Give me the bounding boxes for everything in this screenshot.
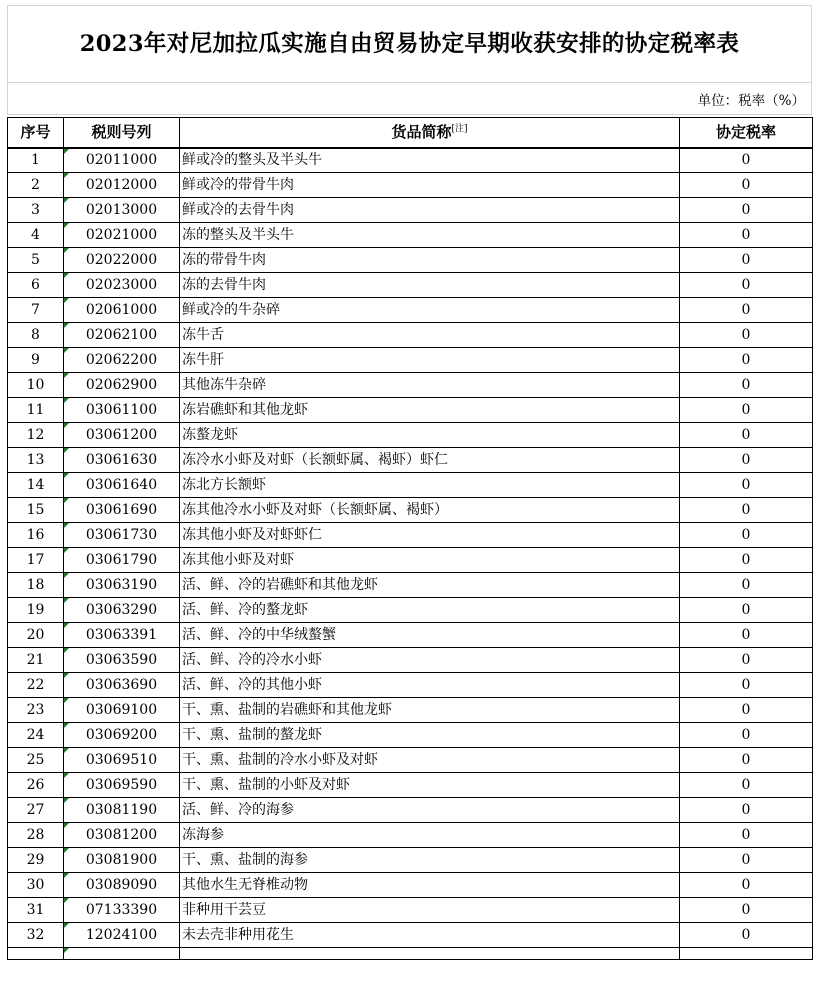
cell-tariff-code [64, 148, 180, 173]
cell-serial: 13 [8, 448, 64, 473]
cell-agreed-rate: 0 [680, 723, 813, 748]
cell-tariff-code [64, 873, 180, 898]
cell-agreed-rate: 0 [680, 398, 813, 423]
cell-agreed-rate: 0 [680, 923, 813, 948]
cell-tariff-code-text: 03069510 [85, 751, 158, 768]
cell-tariff-code [64, 273, 180, 298]
table-row[interactable] [8, 198, 813, 223]
table-header [8, 118, 813, 148]
column-header-agreed-rate: 协定税率 [680, 118, 813, 148]
cell-tariff-code-text: 03063190 [85, 576, 158, 593]
cell-agreed-rate: 0 [680, 673, 813, 698]
unit-note: 单位：税率（%） [697, 92, 805, 109]
cell-tariff-code-text: 02022000 [85, 251, 158, 268]
cell-goods-name: 冻的带骨牛肉 [180, 248, 680, 273]
cell-tariff-code-text: 03061200 [85, 426, 158, 443]
title-band [8, 6, 811, 83]
cell-goods-name: 干、熏、盐制的冷水小虾及对虾 [180, 748, 680, 773]
cell-agreed-rate: 0 [680, 798, 813, 823]
cell-tariff-code [64, 173, 180, 198]
cell-agreed-rate: 0 [680, 248, 813, 273]
text-number-warning-icon [64, 573, 69, 578]
table-row[interactable] [8, 373, 813, 398]
cell-serial: 18 [8, 573, 64, 598]
cell-agreed-rate: 0 [680, 423, 813, 448]
text-number-warning-icon [64, 473, 69, 478]
table-row[interactable] [8, 473, 813, 498]
table-row[interactable] [8, 448, 813, 473]
text-number-warning-icon [64, 548, 69, 553]
cell-serial: 28 [8, 823, 64, 848]
text-number-warning-icon [64, 648, 69, 653]
cell-tariff-code-text: 02012000 [85, 176, 158, 193]
cell-goods-name: 冻螯龙虾 [180, 423, 680, 448]
text-number-warning-icon [64, 373, 69, 378]
cell-tariff-code [64, 923, 180, 948]
text-number-warning-icon [64, 898, 69, 903]
cell-goods-name: 冻的去骨牛肉 [180, 273, 680, 298]
cell-agreed-rate: 0 [680, 473, 813, 498]
cell-agreed-rate: 0 [680, 548, 813, 573]
cell-agreed-rate: 0 [680, 873, 813, 898]
cell-goods-name [180, 948, 680, 960]
cell-serial: 22 [8, 673, 64, 698]
cell-goods-name: 干、熏、盐制的海参 [180, 848, 680, 873]
cell-tariff-code [64, 623, 180, 648]
cell-serial: 2 [8, 173, 64, 198]
cell-tariff-code-text: 02023000 [85, 276, 158, 293]
cell-goods-name: 冻北方长额虾 [180, 473, 680, 498]
cell-tariff-code [64, 448, 180, 473]
text-number-warning-icon [64, 848, 69, 853]
cell-agreed-rate: 0 [680, 223, 813, 248]
cell-agreed-rate: 0 [680, 323, 813, 348]
cell-agreed-rate [680, 948, 813, 960]
cell-tariff-code [64, 523, 180, 548]
cell-agreed-rate: 0 [680, 698, 813, 723]
cell-agreed-rate: 0 [680, 448, 813, 473]
text-number-warning-icon [64, 598, 69, 603]
cell-serial: 32 [8, 923, 64, 948]
table-row[interactable] [8, 248, 813, 273]
cell-serial: 19 [8, 598, 64, 623]
cell-agreed-rate: 0 [680, 623, 813, 648]
cell-tariff-code [64, 198, 180, 223]
rates-table-container [7, 117, 812, 960]
text-number-warning-icon [64, 248, 69, 253]
cell-serial: 29 [8, 848, 64, 873]
text-number-warning-icon [64, 748, 69, 753]
cell-goods-name: 鲜或冷的带骨牛肉 [180, 173, 680, 198]
cell-goods-name: 冻海参 [180, 823, 680, 848]
text-number-warning-icon [64, 698, 69, 703]
cell-serial: 15 [8, 498, 64, 523]
table-row[interactable] [8, 323, 813, 348]
cell-goods-name: 冻其他冷水小虾及对虾（长额虾属、褐虾） [180, 498, 680, 523]
cell-tariff-code-text: 03081190 [85, 801, 158, 818]
cell-agreed-rate: 0 [680, 573, 813, 598]
cell-serial: 1 [8, 148, 64, 173]
cell-serial: 12 [8, 423, 64, 448]
text-number-warning-icon [64, 298, 69, 303]
text-number-warning-icon [64, 773, 69, 778]
table-row[interactable] [8, 873, 813, 898]
text-number-warning-icon [64, 448, 69, 453]
text-number-warning-icon [64, 348, 69, 353]
cell-serial: 25 [8, 748, 64, 773]
cell-agreed-rate: 0 [680, 298, 813, 323]
table-row-partial[interactable] [8, 948, 813, 960]
cell-serial: 30 [8, 873, 64, 898]
table-row[interactable] [8, 348, 813, 373]
cell-goods-name: 活、鲜、冷的中华绒螯蟹 [180, 623, 680, 648]
text-number-warning-icon [64, 798, 69, 803]
cell-serial: 8 [8, 323, 64, 348]
cell-tariff-code [64, 398, 180, 423]
cell-serial: 9 [8, 348, 64, 373]
cell-tariff-code [64, 748, 180, 773]
cell-tariff-code-text: 03069100 [85, 701, 158, 718]
rates-table [7, 117, 813, 960]
cell-serial: 14 [8, 473, 64, 498]
cell-tariff-code [64, 898, 180, 923]
cell-goods-name: 鲜或冷的牛杂碎 [180, 298, 680, 323]
text-number-warning-icon [64, 923, 69, 928]
unit-band [8, 83, 811, 114]
table-row[interactable] [8, 223, 813, 248]
text-number-warning-icon [64, 498, 69, 503]
cell-serial: 16 [8, 523, 64, 548]
table-row[interactable] [8, 773, 813, 798]
cell-tariff-code [64, 548, 180, 573]
cell-agreed-rate: 0 [680, 748, 813, 773]
text-number-warning-icon [64, 198, 69, 203]
table-row[interactable] [8, 823, 813, 848]
cell-tariff-code [64, 848, 180, 873]
cell-agreed-rate: 0 [680, 773, 813, 798]
cell-serial: 21 [8, 648, 64, 673]
cell-tariff-code-text: 03089090 [85, 876, 158, 893]
cell-tariff-code [64, 373, 180, 398]
cell-tariff-code-text: 03081200 [85, 826, 158, 843]
cell-agreed-rate: 0 [680, 523, 813, 548]
table-row[interactable] [8, 898, 813, 923]
cell-agreed-rate: 0 [680, 348, 813, 373]
cell-goods-name: 冻岩礁虾和其他龙虾 [180, 398, 680, 423]
column-header-goods-name-text: 货品简称 [391, 123, 452, 142]
table-body [8, 148, 813, 960]
cell-goods-name: 冻牛舌 [180, 323, 680, 348]
table-row[interactable] [8, 498, 813, 523]
text-number-warning-icon [64, 823, 69, 828]
text-number-warning-icon [64, 173, 69, 178]
cell-tariff-code-text: 02062900 [85, 376, 158, 393]
text-number-warning-icon [64, 273, 69, 278]
table-row[interactable] [8, 273, 813, 298]
cell-tariff-code [64, 698, 180, 723]
cell-tariff-code-text: 03061730 [85, 526, 158, 543]
text-number-warning-icon [64, 673, 69, 678]
cell-agreed-rate: 0 [680, 598, 813, 623]
cell-agreed-rate: 0 [680, 898, 813, 923]
cell-goods-name: 冻其他小虾及对虾 [180, 548, 680, 573]
cell-tariff-code-text: 02013000 [85, 201, 158, 218]
table-row[interactable] [8, 398, 813, 423]
cell-serial: 10 [8, 373, 64, 398]
cell-tariff-code [64, 223, 180, 248]
cell-tariff-code-text: 03081900 [85, 851, 158, 868]
cell-tariff-code-text: 02061000 [85, 301, 158, 318]
cell-tariff-code-text: 03063690 [85, 676, 158, 693]
cell-serial: 6 [8, 273, 64, 298]
heading-block [7, 5, 812, 115]
cell-tariff-code-text: 03069200 [85, 726, 158, 743]
cell-tariff-code [64, 323, 180, 348]
cell-serial [8, 948, 64, 960]
cell-agreed-rate: 0 [680, 373, 813, 398]
cell-serial: 7 [8, 298, 64, 323]
cell-serial: 20 [8, 623, 64, 648]
text-number-warning-icon [64, 723, 69, 728]
cell-serial: 17 [8, 548, 64, 573]
table-row[interactable] [8, 748, 813, 773]
cell-tariff-code [64, 573, 180, 598]
table-row[interactable] [8, 698, 813, 723]
table-row[interactable] [8, 848, 813, 873]
cell-goods-name: 冻其他小虾及对虾虾仁 [180, 523, 680, 548]
cell-agreed-rate: 0 [680, 173, 813, 198]
cell-tariff-code [64, 798, 180, 823]
table-row[interactable] [8, 648, 813, 673]
cell-tariff-code-text: 07133390 [85, 901, 158, 918]
cell-goods-name: 冻的整头及半头牛 [180, 223, 680, 248]
cell-goods-name: 非种用干芸豆 [180, 898, 680, 923]
cell-tariff-code [64, 773, 180, 798]
cell-serial: 24 [8, 723, 64, 748]
cell-tariff-code [64, 298, 180, 323]
cell-tariff-code [64, 423, 180, 448]
cell-tariff-code [64, 598, 180, 623]
cell-goods-name: 干、熏、盐制的岩礁虾和其他龙虾 [180, 698, 680, 723]
cell-goods-name: 活、鲜、冷的岩礁虾和其他龙虾 [180, 573, 680, 598]
cell-agreed-rate: 0 [680, 198, 813, 223]
table-row[interactable] [8, 548, 813, 573]
cell-agreed-rate: 0 [680, 648, 813, 673]
cell-tariff-code-text: 02062200 [85, 351, 158, 368]
header-row [8, 118, 813, 148]
table-row[interactable] [8, 298, 813, 323]
cell-tariff-code [64, 723, 180, 748]
table-row[interactable] [8, 723, 813, 748]
table-row[interactable] [8, 573, 813, 598]
cell-tariff-code-text: 03063290 [85, 601, 158, 618]
cell-tariff-code [64, 673, 180, 698]
cell-tariff-code-text: 03061630 [85, 451, 158, 468]
cell-goods-name: 冻冷水小虾及对虾（长额虾属、褐虾）虾仁 [180, 448, 680, 473]
cell-tariff-code-text: 03061690 [85, 501, 158, 518]
cell-serial: 11 [8, 398, 64, 423]
cell-tariff-code-text: 03061640 [85, 476, 158, 493]
cell-goods-name: 冻牛肝 [180, 348, 680, 373]
cell-serial: 4 [8, 223, 64, 248]
cell-serial: 5 [8, 248, 64, 273]
text-number-warning-icon [64, 873, 69, 878]
column-header-goods-name [180, 118, 680, 148]
cell-tariff-code [64, 948, 180, 960]
table-row[interactable] [8, 673, 813, 698]
text-number-warning-icon [64, 523, 69, 528]
text-number-warning-icon [64, 149, 69, 154]
cell-tariff-code [64, 498, 180, 523]
cell-tariff-code-text: 03069590 [85, 776, 158, 793]
cell-goods-name: 鲜或冷的整头及半头牛 [180, 148, 680, 173]
cell-goods-name: 未去壳非种用花生 [180, 923, 680, 948]
cell-agreed-rate: 0 [680, 148, 813, 173]
cell-goods-name: 其他水生无脊椎动物 [180, 873, 680, 898]
table-row[interactable] [8, 423, 813, 448]
cell-agreed-rate: 0 [680, 498, 813, 523]
cell-tariff-code [64, 348, 180, 373]
cell-agreed-rate: 0 [680, 273, 813, 298]
cell-serial: 3 [8, 198, 64, 223]
cell-goods-name: 活、鲜、冷的海参 [180, 798, 680, 823]
table-row[interactable] [8, 798, 813, 823]
text-number-warning-icon [64, 423, 69, 428]
cell-tariff-code-text: 03063590 [85, 651, 158, 668]
text-number-warning-icon [64, 623, 69, 628]
cell-serial: 31 [8, 898, 64, 923]
cell-serial: 26 [8, 773, 64, 798]
cell-tariff-code [64, 648, 180, 673]
cell-serial: 27 [8, 798, 64, 823]
cell-agreed-rate: 0 [680, 848, 813, 873]
table-row[interactable] [8, 923, 813, 948]
cell-tariff-code-text: 02021000 [85, 226, 158, 243]
cell-goods-name: 活、鲜、冷的其他小虾 [180, 673, 680, 698]
text-number-warning-icon [64, 398, 69, 403]
table-row[interactable] [8, 148, 813, 173]
cell-goods-name: 活、鲜、冷的螯龙虾 [180, 598, 680, 623]
cell-tariff-code [64, 473, 180, 498]
cell-tariff-code-text: 03063391 [85, 626, 158, 643]
cell-goods-name: 鲜或冷的去骨牛肉 [180, 198, 680, 223]
cell-tariff-code [64, 823, 180, 848]
cell-goods-name: 其他冻牛杂碎 [180, 373, 680, 398]
column-header-serial: 序号 [8, 118, 64, 148]
table-row[interactable] [8, 173, 813, 198]
cell-goods-name: 干、熏、盐制的小虾及对虾 [180, 773, 680, 798]
cell-agreed-rate: 0 [680, 823, 813, 848]
column-header-tariff-code: 税则号列 [64, 118, 180, 148]
cell-goods-name: 干、熏、盐制的螯龙虾 [180, 723, 680, 748]
table-row[interactable] [8, 623, 813, 648]
cell-tariff-code-text: 02011000 [85, 151, 158, 168]
cell-goods-name: 活、鲜、冷的冷水小虾 [180, 648, 680, 673]
page-title: 2023年对尼加拉瓜实施自由贸易协定早期收获安排的协定税率表 [79, 30, 740, 57]
cell-serial: 23 [8, 698, 64, 723]
footnote-marker: [注] [451, 124, 468, 135]
cell-tariff-code [64, 248, 180, 273]
cell-tariff-code-text: 03061790 [85, 551, 158, 568]
text-number-warning-icon [64, 323, 69, 328]
cell-tariff-code-text: 02062100 [85, 326, 158, 343]
text-number-warning-icon [64, 948, 69, 953]
cell-tariff-code-text: 12024100 [85, 926, 158, 943]
table-row[interactable] [8, 598, 813, 623]
text-number-warning-icon [64, 223, 69, 228]
table-row[interactable] [8, 523, 813, 548]
cell-tariff-code-text: 03061100 [85, 401, 158, 418]
